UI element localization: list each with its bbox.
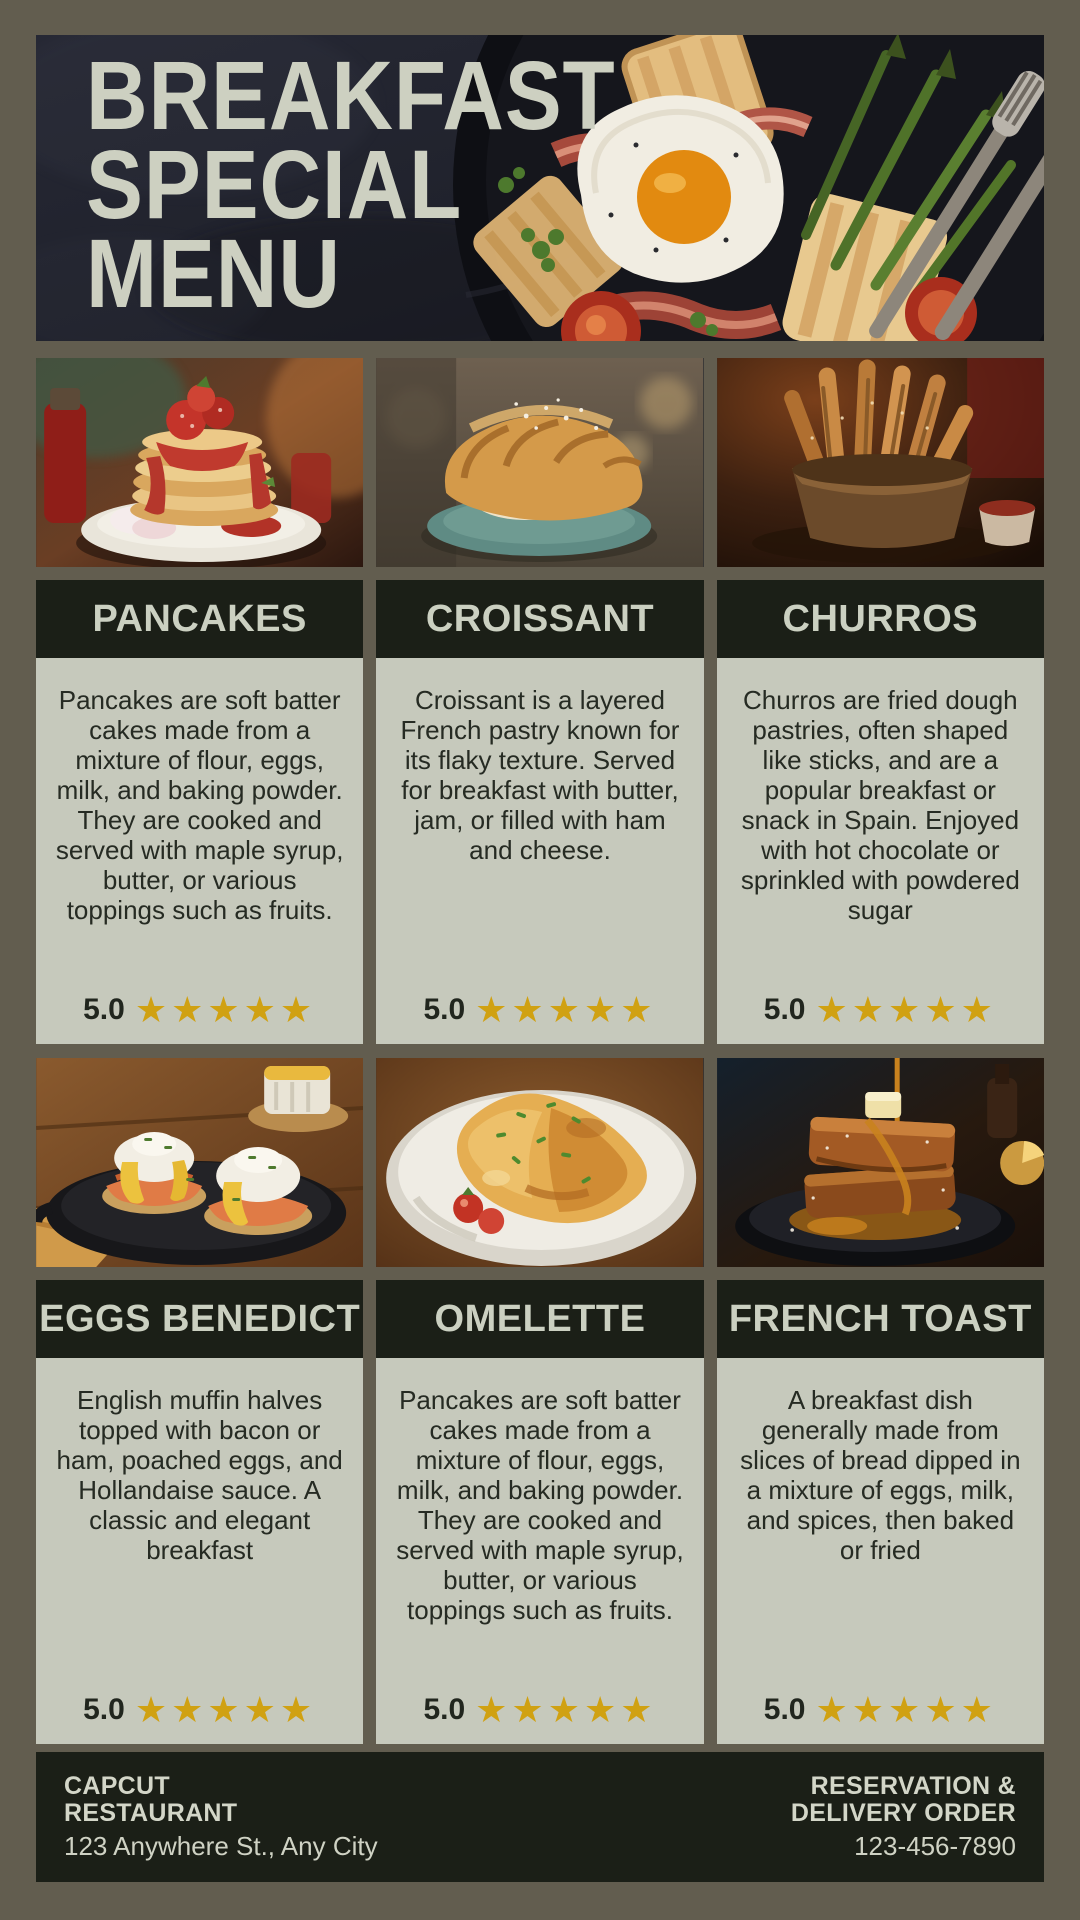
- omelette-photo: [376, 1058, 703, 1267]
- rating-value: 5.0: [83, 993, 125, 1026]
- card-body: [36, 1358, 363, 1744]
- menu-card-eggs-benedict: [36, 1280, 363, 1744]
- rating-row: [376, 1689, 703, 1730]
- sauce-cup: [979, 500, 1035, 546]
- eggs-benedict-photo: [36, 1058, 363, 1267]
- star-icons: ★★★★★: [134, 989, 317, 1030]
- restaurant-address: 123 Anywhere St., Any City: [64, 1831, 378, 1861]
- star-icons: ★★★★★: [475, 989, 657, 1030]
- restaurant-info: [64, 1773, 378, 1861]
- reservation-line-1: RESERVATION &: [810, 1772, 1016, 1800]
- header-banner: [36, 35, 1044, 341]
- photo-row-2: [36, 1058, 1044, 1267]
- card-row-2: [36, 1280, 1044, 1744]
- churros-photo: [717, 358, 1044, 567]
- card-body: [376, 658, 703, 1044]
- restaurant-name-line-2: RESTAURANT: [64, 1799, 238, 1827]
- footer-bar: [36, 1752, 1044, 1882]
- menu-card-french-toast: [717, 1280, 1044, 1744]
- card-title-label: PANCAKES: [92, 597, 307, 640]
- card-body: [717, 658, 1044, 1044]
- reservation-line-2: DELIVERY ORDER: [790, 1799, 1016, 1827]
- menu-card-pancakes: [36, 580, 363, 1044]
- card-description: Pancakes are soft batter cakes made from a mixture of flour, eggs, milk, and baking powder. They are cooked and served with maple syrup, butter, or various toppings such as fruits.: [396, 1385, 684, 1625]
- card-title-bar: [717, 1280, 1044, 1358]
- rating-row: [36, 989, 363, 1030]
- menu-card-omelette: [376, 1280, 703, 1744]
- restaurant-name-line-1: CAPCUT: [64, 1772, 170, 1800]
- card-title-bar: [36, 580, 363, 658]
- card-description: Croissant is a layered French pastry known for its flaky texture. Served for breakfast with butter, jam, or filled with ham and cheese.: [400, 685, 680, 865]
- omelette-illustration: [376, 1058, 703, 1267]
- card-description: Pancakes are soft batter cakes made from a mixture of flour, eggs, milk, and baking powder. They are cooked and served with maple syrup, butter, or various toppings such as fruits.: [55, 685, 344, 925]
- reservation-info: [791, 1773, 1016, 1861]
- reservation-phone: 123-456-7890: [854, 1831, 1016, 1861]
- rating-row: [376, 989, 703, 1030]
- card-title-label: CHURROS: [782, 597, 979, 640]
- star-icons: ★★★★★: [815, 989, 997, 1030]
- title-line-3: MENU: [86, 219, 341, 328]
- croissant-illustration: [376, 358, 703, 567]
- card-description: English muffin halves topped with bacon or ham, poached eggs, and Hollandaise sauce. A classic and elegant breakfast: [56, 1385, 343, 1565]
- rating-value: 5.0: [763, 1693, 806, 1726]
- card-body: [376, 1358, 703, 1744]
- star-icons: ★★★★★: [134, 1689, 317, 1730]
- star-icons: ★★★★★: [475, 1689, 657, 1730]
- card-title-label: FRENCH TOAST: [728, 1297, 1032, 1340]
- rating-row: [717, 1689, 1044, 1730]
- page-title: [86, 41, 688, 328]
- french-toast-photo: [717, 1058, 1044, 1267]
- rating-value: 5.0: [83, 1693, 125, 1726]
- card-title-bar: [36, 1280, 363, 1358]
- card-title-label: CROISSANT: [425, 597, 655, 640]
- pancake-stack: [130, 429, 278, 526]
- rating-row: [36, 1689, 363, 1730]
- card-title-bar: [376, 580, 703, 658]
- menu-card-churros: [717, 580, 1044, 1044]
- title-line-1: BREAKFAST: [86, 41, 616, 150]
- title-line-2: SPECIAL: [86, 130, 463, 239]
- card-row-1: [36, 580, 1044, 1044]
- churros-illustration: [717, 358, 1044, 567]
- croissant-photo: [376, 358, 703, 567]
- card-body: [36, 658, 363, 1044]
- french-toast-illustration: [717, 1058, 1044, 1267]
- rating-value: 5.0: [423, 1693, 466, 1726]
- pancakes-photo: [36, 358, 363, 567]
- star-icons: ★★★★★: [815, 1689, 997, 1730]
- card-description: A breakfast dish generally made from slices of bread dipped in a mixture of eggs, milk, and spices, then baked or fried: [740, 1385, 1021, 1565]
- card-body: [717, 1358, 1044, 1744]
- card-title-label: EGGS BENEDICT: [39, 1297, 361, 1340]
- eggs-benedict-illustration: [36, 1058, 363, 1267]
- photo-row-1: [36, 358, 1044, 567]
- rating-row: [717, 989, 1044, 1030]
- card-description: Churros are fried dough pastries, often shaped like sticks, and are a popular breakfast or snack in Spain. Enjoyed with hot chocolate or sprinkled with powdered sugar: [740, 685, 1020, 925]
- card-title-bar: [717, 580, 1044, 658]
- pancakes-illustration: [36, 358, 363, 567]
- menu-card-croissant: [376, 580, 703, 1044]
- card-title-bar: [376, 1280, 703, 1358]
- card-title-label: OMELETTE: [434, 1297, 646, 1340]
- rating-value: 5.0: [763, 993, 806, 1026]
- rating-value: 5.0: [423, 993, 466, 1026]
